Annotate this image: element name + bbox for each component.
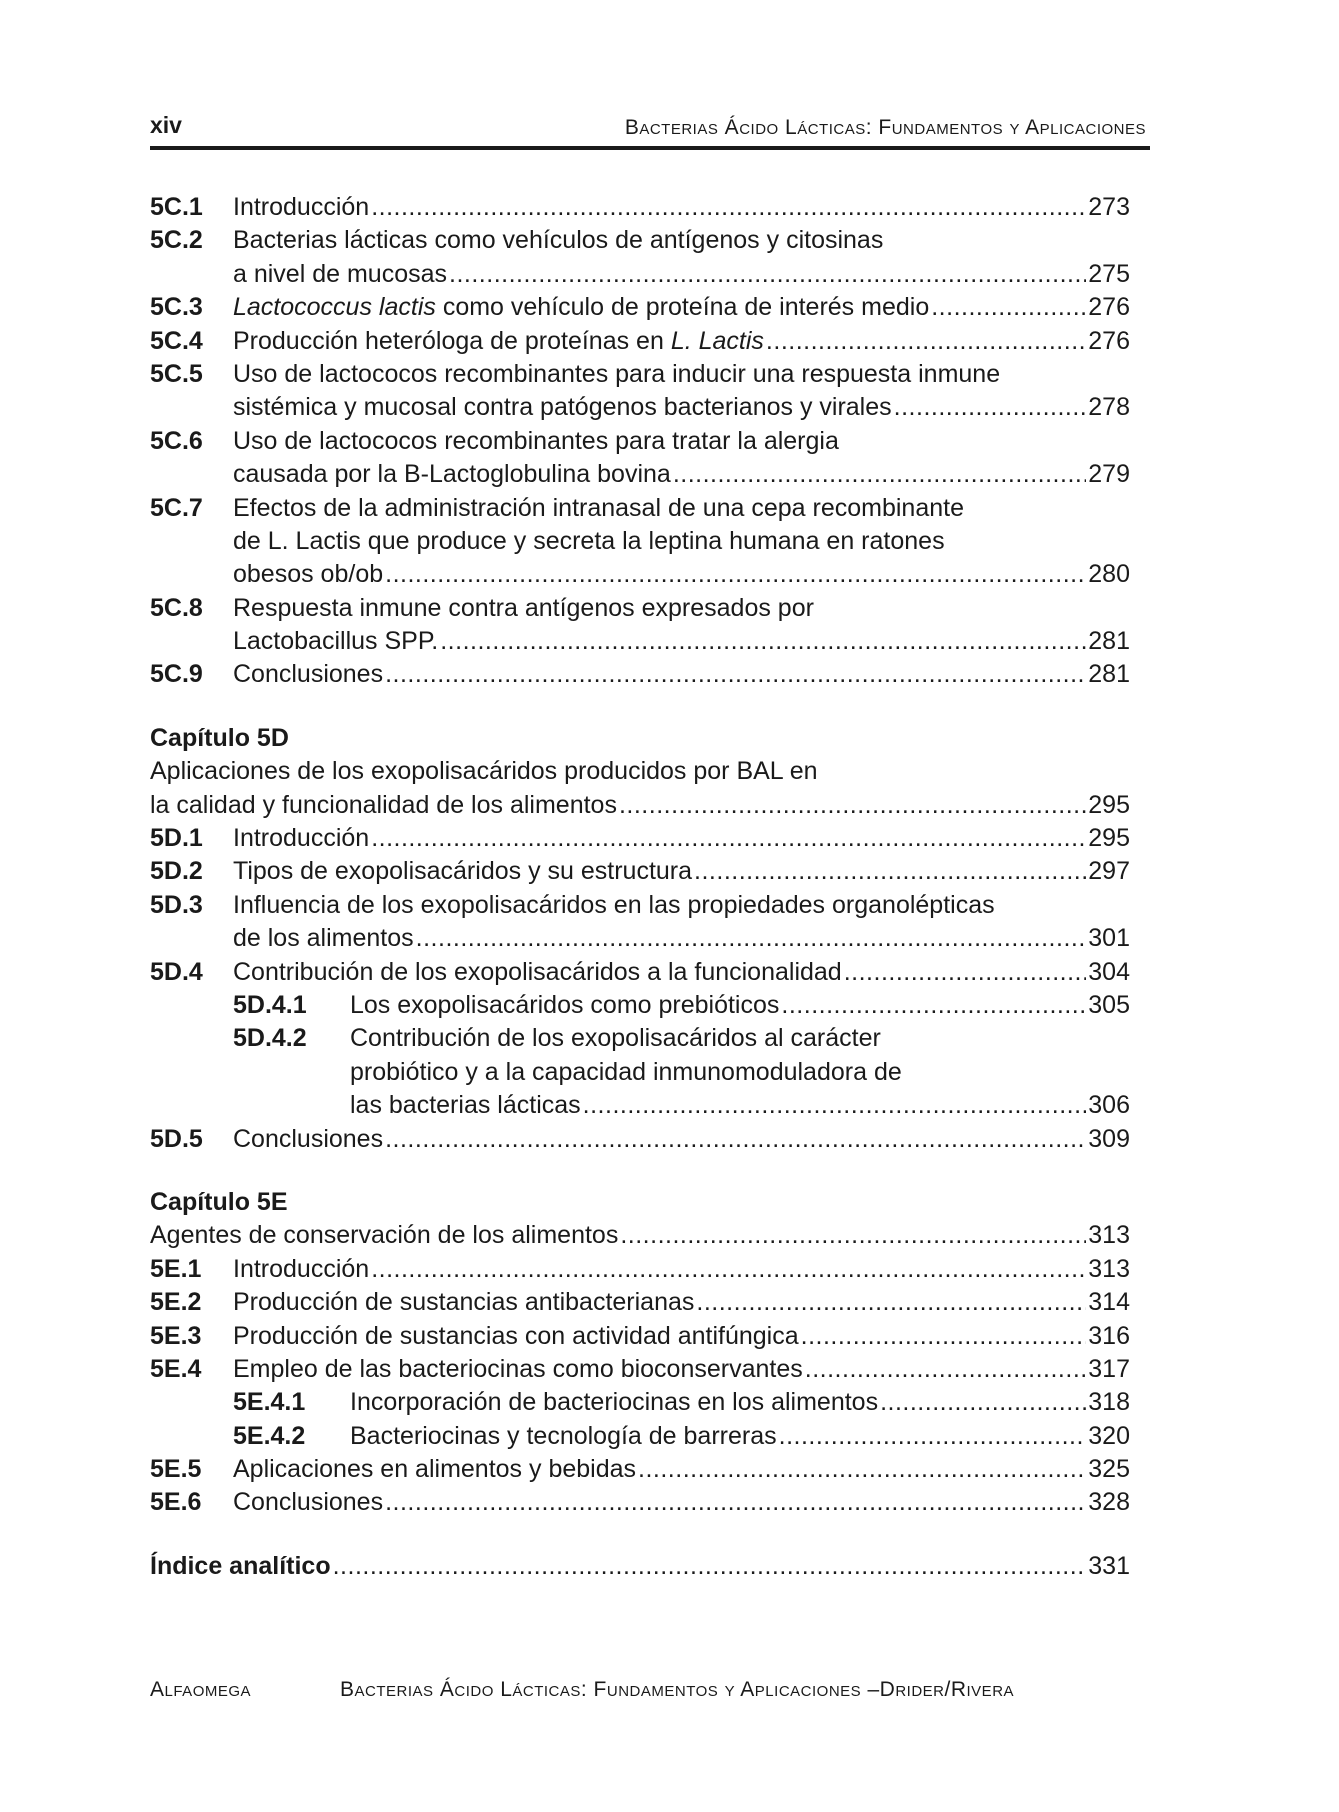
chapter-page: 295 <box>1088 790 1130 819</box>
entry-page: 314 <box>1088 1288 1130 1317</box>
entry-number: 5E.1 <box>150 1254 202 1283</box>
leader-dots <box>694 855 1086 888</box>
leader-dots <box>766 325 1086 358</box>
entry-number: 5E.2 <box>150 1288 202 1317</box>
toc-entry <box>150 1253 1130 1286</box>
entry-title: Efectos de la administración intranasal de una cepa recombinante <box>233 493 964 522</box>
entry-page: 297 <box>1088 857 1130 886</box>
entry-number: 5C.4 <box>150 326 203 355</box>
running-header <box>150 106 1150 150</box>
entry-title: causada por la B-Lactoglobulina bovina <box>233 460 671 489</box>
entry-page: 273 <box>1088 193 1130 221</box>
toc-entry-continuation <box>150 258 1130 291</box>
toc-entry <box>150 325 1130 358</box>
leader-dots <box>696 1286 1086 1319</box>
entry-number: 5D.5 <box>150 1124 203 1153</box>
leader-dots <box>638 1453 1086 1486</box>
chapter-page: 313 <box>1088 1221 1130 1250</box>
entry-title: Conclusiones <box>233 1488 384 1517</box>
leader-dots <box>371 191 1086 224</box>
toc-entry <box>150 592 1130 625</box>
entry-page: 280 <box>1088 560 1130 589</box>
entry-number: 5C.6 <box>150 426 203 455</box>
toc-entry <box>150 291 1130 324</box>
page-number: xiv <box>150 112 182 138</box>
leader-dots <box>371 1253 1086 1286</box>
entry-title: Producción de sustancias con actividad antifúngica <box>233 1321 799 1350</box>
toc-entry-continuation <box>150 1056 1130 1089</box>
entry-title-italic: Lactococcus lactis <box>233 293 436 322</box>
toc-entry <box>150 1353 1130 1386</box>
leader-dots <box>673 458 1086 491</box>
entry-title: Producción heteróloga de proteínas en <box>233 326 671 355</box>
leader-dots <box>385 1123 1086 1156</box>
leader-dots <box>779 1420 1087 1453</box>
entry-number: 5E.5 <box>150 1455 202 1484</box>
entry-title: a nivel de mucosas <box>233 259 448 288</box>
toc-entry <box>150 1320 1130 1353</box>
entry-page: 278 <box>1088 393 1130 422</box>
toc-entry-continuation <box>150 558 1130 591</box>
leader-dots <box>844 956 1087 989</box>
entry-number: 5D.4.2 <box>233 1024 307 1053</box>
entry-number: 5D.3 <box>150 890 203 919</box>
entry-title: de L. Lactis que produce y secreta la leptina humana en ratones <box>233 526 945 555</box>
entry-page: 318 <box>1088 1388 1130 1417</box>
entry-page: 301 <box>1088 924 1130 953</box>
leader-dots <box>801 1320 1087 1353</box>
entry-number: 5D.4 <box>150 957 203 986</box>
entry-title: Introducción <box>233 824 370 853</box>
entry-title: Aplicaciones en alimentos y bebidas <box>233 1455 637 1484</box>
entry-number: 5C.7 <box>150 493 203 522</box>
entry-title: Empleo de las bacteriocinas como bioconservantes <box>233 1354 803 1383</box>
leader-dots <box>385 1486 1086 1519</box>
toc-entry <box>150 822 1130 855</box>
toc-entry <box>150 1286 1130 1319</box>
toc-entry <box>150 1453 1130 1486</box>
entry-title: Uso de lactococos recombinantes para inducir una respuesta inmune <box>233 359 1001 388</box>
entry-title-italic: L. Lactis <box>670 326 764 355</box>
leader-dots <box>440 625 1086 658</box>
entry-title: las bacterias lácticas <box>350 1091 581 1120</box>
entry-number: 5D.2 <box>150 857 203 886</box>
entry-page: 317 <box>1088 1354 1130 1383</box>
toc-entry <box>150 658 1130 691</box>
entry-number: 5E.4.1 <box>233 1388 306 1417</box>
running-title: Bacterias Ácido Lácticas: Fundamentos y Aplicaciones <box>624 116 1146 139</box>
toc-entry <box>150 224 1130 257</box>
leader-dots <box>416 922 1087 955</box>
entry-page: 281 <box>1088 660 1130 689</box>
entry-title: sistémica y mucosal contra patógenos bacterianos y virales <box>233 393 892 422</box>
leader-dots <box>620 1219 1086 1252</box>
leader-dots <box>385 558 1086 591</box>
entry-page: 304 <box>1088 957 1130 986</box>
toc-entry <box>150 492 1130 525</box>
leader-dots <box>880 1386 1086 1419</box>
entry-title: Introducción <box>233 193 370 221</box>
chapter-title-line: la calidad y funcionalidad de los alimentos <box>150 790 617 819</box>
entry-title: de los alimentos <box>233 924 414 953</box>
toc-entry <box>150 889 1130 922</box>
leader-dots <box>781 989 1086 1022</box>
toc-entry-continuation <box>150 458 1130 491</box>
entry-title: Influencia de los exopolisacáridos en las propiedades organolépticas <box>233 890 995 919</box>
toc-subentry <box>150 1386 1130 1419</box>
toc-entry <box>150 855 1130 888</box>
entry-page: 279 <box>1088 460 1130 489</box>
chapter-heading: Capítulo 5E <box>150 1187 288 1216</box>
toc-entry-continuation <box>150 391 1130 424</box>
entry-number: 5C.2 <box>150 226 203 255</box>
entry-page: 325 <box>1088 1455 1130 1484</box>
entry-number: 5D.1 <box>150 824 203 853</box>
entry-number: 5C.8 <box>150 593 203 622</box>
toc-entry-continuation <box>150 1089 1130 1122</box>
toc-entry <box>150 358 1130 391</box>
entry-page: 295 <box>1088 824 1130 853</box>
entry-number: 5C.1 <box>150 193 203 221</box>
toc-entry-continuation <box>150 525 1130 558</box>
chapter-title <box>150 789 1130 822</box>
entry-number: 5C.3 <box>150 293 203 322</box>
leader-dots <box>583 1089 1087 1122</box>
entry-number: 5C.5 <box>150 359 203 388</box>
entry-title: Lactobacillus SPP. <box>233 627 439 656</box>
entry-title: Producción de sustancias antibacterianas <box>233 1288 695 1317</box>
chapter-title <box>150 1219 1130 1252</box>
entry-page: 309 <box>1088 1124 1130 1153</box>
entry-page: 306 <box>1088 1091 1130 1120</box>
index-label: Índice analítico <box>150 1551 331 1580</box>
entry-title: Los exopolisacáridos como prebióticos <box>350 990 780 1019</box>
toc-entry <box>150 191 1130 224</box>
toc-entry-continuation <box>150 625 1130 658</box>
chapter-title-line: Agentes de conservación de los alimentos <box>150 1221 619 1250</box>
entry-number: 5C.9 <box>150 660 203 689</box>
entry-page: 281 <box>1088 627 1130 656</box>
toc-subentry <box>150 1420 1130 1453</box>
entry-title: Contribución de los exopolisacáridos a la funcionalidad <box>233 957 842 986</box>
entry-page: 320 <box>1088 1421 1130 1450</box>
entry-title: Incorporación de bacteriocinas en los alimentos <box>350 1388 879 1417</box>
entry-title: Conclusiones <box>233 660 384 689</box>
leader-dots <box>333 1550 1087 1583</box>
toc-entry <box>150 956 1130 989</box>
entry-title: Bacteriocinas y tecnología de barreras <box>350 1421 777 1450</box>
toc-entry <box>150 425 1130 458</box>
entry-title: Bacterias lácticas como vehículos de antígenos y citosinas <box>233 226 884 255</box>
entry-page: 305 <box>1088 990 1130 1019</box>
entry-title: Tipos de exopolisacáridos y su estructura <box>233 857 693 886</box>
toc-entry <box>150 1123 1130 1156</box>
entry-number: 5E.6 <box>150 1488 202 1517</box>
toc-subentry <box>150 989 1130 1022</box>
entry-title: Respuesta inmune contra antígenos expresados por <box>233 593 814 622</box>
index-page: 331 <box>1088 1551 1130 1580</box>
entry-page: 313 <box>1088 1254 1130 1283</box>
table-of-contents <box>150 191 1130 1583</box>
leader-dots <box>619 789 1086 822</box>
publisher: Alfaomega <box>150 1678 252 1701</box>
entry-page: 275 <box>1088 259 1130 288</box>
entry-number: 5E.4 <box>150 1354 202 1383</box>
leader-dots <box>385 658 1086 691</box>
leader-dots <box>805 1353 1087 1386</box>
entry-page: 276 <box>1088 293 1130 322</box>
entry-title: obesos ob/ob <box>233 560 384 589</box>
leader-dots <box>371 822 1086 855</box>
footer-book-title: Bacterias Ácido Lácticas: Fundamentos y Aplicaciones –Drider/Rivera <box>340 1678 1015 1701</box>
entry-title: Uso de lactococos recombinantes para tratar la alergia <box>233 426 839 455</box>
toc-entry-continuation <box>150 922 1130 955</box>
toc-entry <box>150 1486 1130 1519</box>
entry-number: 5E.3 <box>150 1321 202 1350</box>
entry-number: 5D.4.1 <box>233 990 307 1019</box>
index-entry <box>150 1550 1130 1583</box>
entry-page: 316 <box>1088 1321 1130 1350</box>
entry-title: como vehículo de proteína de interés medio <box>435 293 930 322</box>
toc-subentry <box>150 1022 1130 1055</box>
entry-page: 328 <box>1088 1488 1130 1517</box>
leader-dots <box>894 391 1087 424</box>
leader-dots <box>931 291 1086 324</box>
chapter-heading: Capítulo 5D <box>150 723 289 752</box>
entry-page: 276 <box>1088 326 1130 355</box>
chapter-title-line: Aplicaciones de los exopolisacáridos producidos por BAL en <box>150 757 818 786</box>
leader-dots <box>449 258 1086 291</box>
entry-title: probiótico y a la capacidad inmunomoduladora de <box>350 1057 902 1086</box>
entry-title: Conclusiones <box>233 1124 384 1153</box>
chapter-title <box>150 755 1130 788</box>
entry-title: Contribución de los exopolisacáridos al carácter <box>350 1024 881 1053</box>
entry-title: Introducción <box>233 1254 370 1283</box>
entry-number: 5E.4.2 <box>233 1421 306 1450</box>
